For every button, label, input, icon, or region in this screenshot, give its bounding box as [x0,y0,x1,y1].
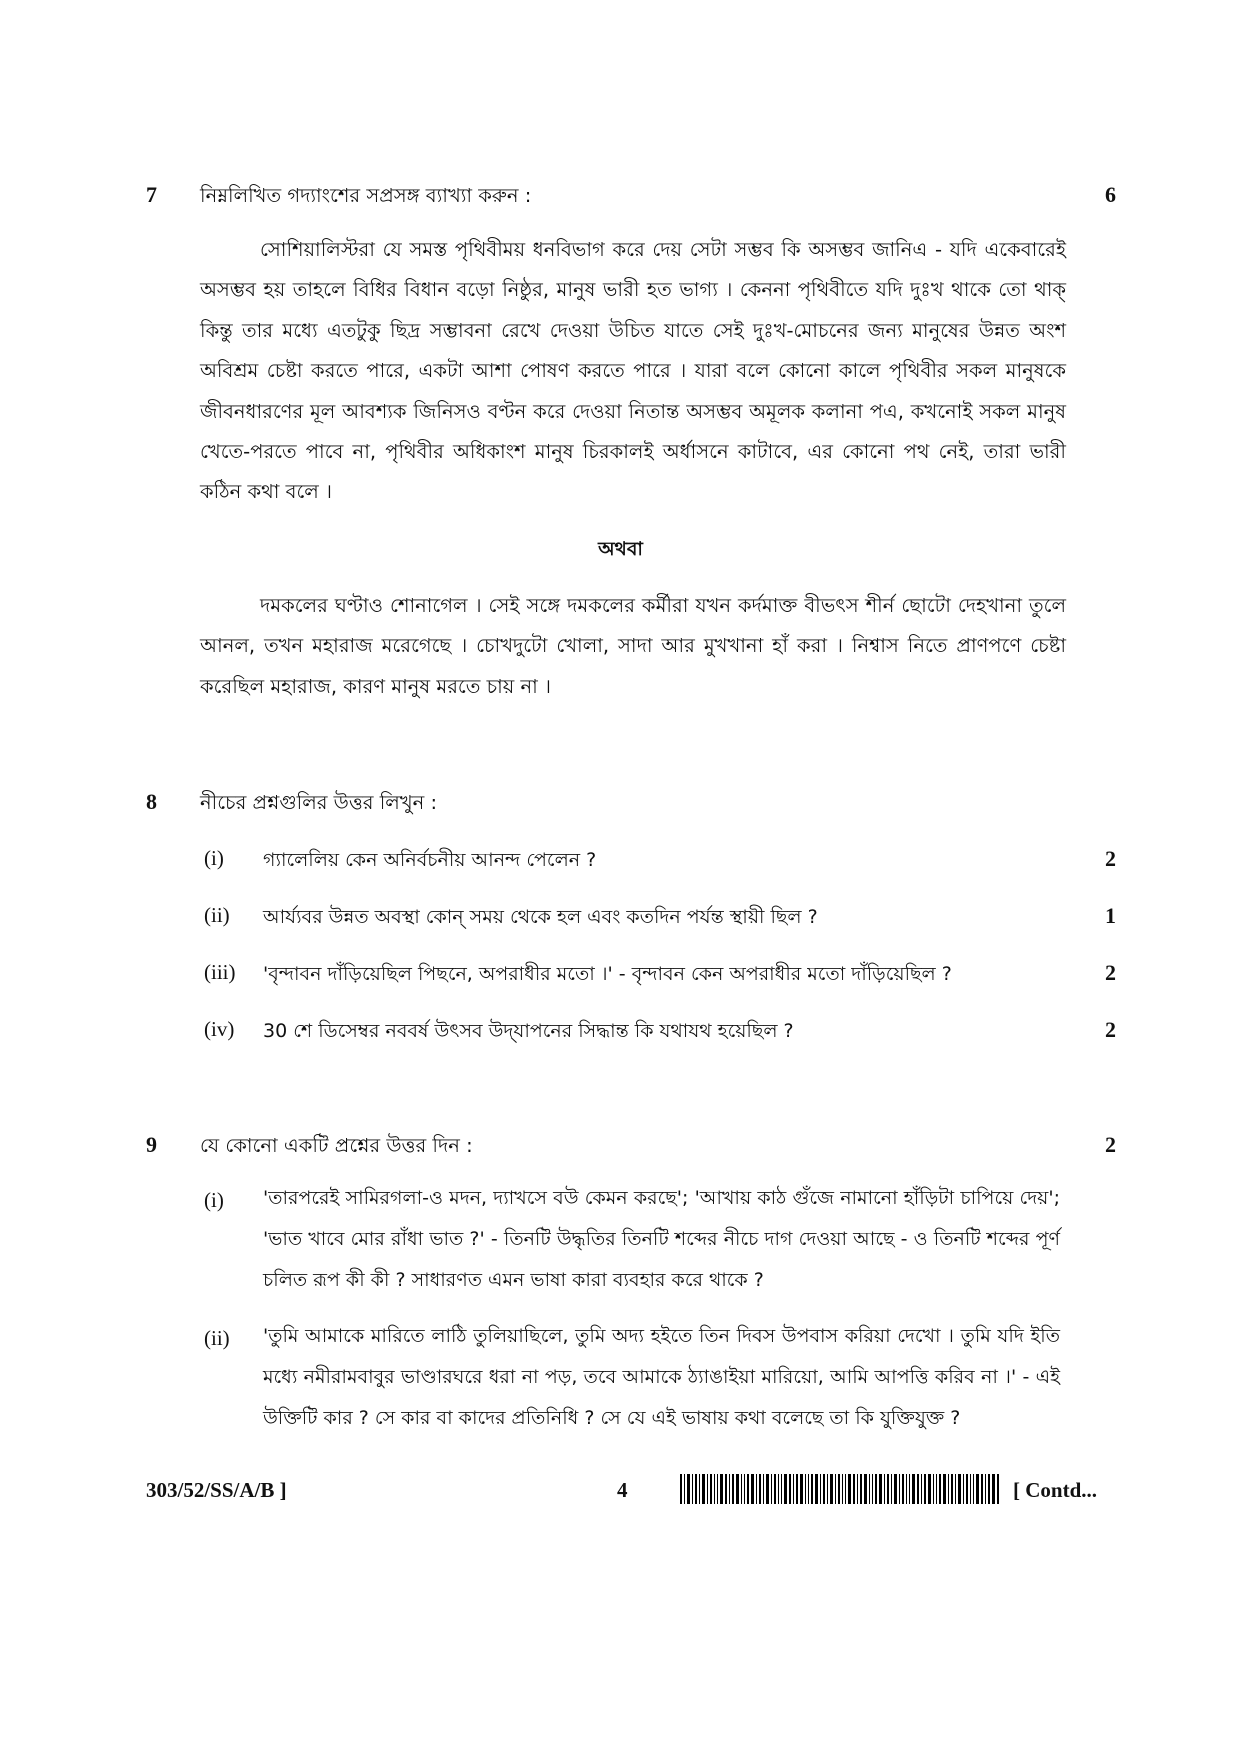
question-7-passage-2: দমকলের ঘণ্টাও শোনাগেল । সেই সঙ্গে দমকলের কর্মীরা যখন কর্দমাক্ত বীভৎস শীর্ন ছোটো দেহখানা তুলে আনল, তখন মহারাজ মরেগেছে । চোখদুটো খোলা, সাদা আর মুখখানা হাঁ করা । নিশ্বাস নিতে প্রাণপণে চেষ্টা করেছিল মহারাজ, কারণ মানুষ মরতে চায় না । [200,594,1066,698]
question-8-item-marks: 2 [1105,846,1116,871]
question-8-item-marks: 2 [1105,1017,1116,1042]
question-9-item-text: 'তুমি আমাকে মারিতে লাঠি তুলিয়াছিলে, তুমি অদ্য হইতে তিন দিবস উপবাস করিয়া দেখো । তুমি যদি ইতি মধ্যে নমীরামবাবুর ভাণ্ডারঘরে ধরা না পড়, তবে আমাকে ঠ্যাঙাইয়া মারিয়ো, আমি আপত্তি করিব না ।' - এই উক্তিটি কার ? সে কার বা কাদের প্রতিনিধি ? সে যে এই ভাষায় কথা বলেছে তা কি যুক্তিযুক্ত ? [263,1325,1060,1429]
or-label: অথবা [598,538,643,560]
question-7-text: নিম্নলিখিত গদ্যাংশের সপ্রসঙ্গ ব্যাখ্যা করুন : [200,184,532,207]
question-8-item-text: 'বৃন্দাবন দাঁড়িয়েছিল পিছনে, অপরাধীর মতো ।' - বৃন্দাবন কেন অপরাধীর মতো দাঁড়িয়েছিল ? [263,963,952,985]
question-8-item-number: (iv) [204,1017,235,1041]
question-7-passage-1: সোশিয়ালিস্টরা যে সমস্ত পৃথিবীময় ধনবিভাগ করে দেয় সেটা সম্ভব কি অসম্ভব জানিএ - যদি একেবারেই অসম্ভব হয় তাহলে বিধির বিধান বড়ো নিষ্ঠুর, মানুষ ভারী হত ভাগ্য । কেননা পৃথিবীতে যদি দুঃখ থাকে তো থাক্ কিন্তু তার মধ্যে এতটুকু ছিদ্র সম্ভাবনা রেখে দেওয়া উচিত যাতে সেই দুঃখ-মোচনের জন্য মানুষের উন্নত অংশ অবিশ্রম চেষ্টা করতে পারে, একটা আশা পোষণ করতে পারে । যারা বলে কোনো কালে পৃথিবীর সকল মানুষকে জীবনধারণের মূল আবশ্যক জিনিসও বণ্টন করে দেওয়া নিতান্ত অসম্ভব অমূলক কলানা পএ, কখনোই সকল মানুষ খেতে-পরতে পাবে না, পৃথিবীর অধিকাংশ মানুষ চিরকালই অর্ধাসনে কাটাবে, এর কোনো পথ নেই, তারা ভারী কঠিন কথা বলে । [200,238,1066,504]
question-8-item-marks: 1 [1105,903,1116,928]
question-9-item-number: (i) [204,1188,224,1212]
barcode [680,1474,1000,1504]
question-8-item-number: (ii) [204,903,230,927]
question-8-item-text: গ্যালেলিয় কেন অনির্বচনীয় আনন্দ পেলেন ? [263,849,597,871]
question-8-item-text: আর্য্যবর উন্নত অবস্থা কোন্ সময় থেকে হল এবং কতদিন পর্যন্ত স্থায়ী ছিল ? [263,906,818,928]
question-9-item-number: (ii) [204,1326,230,1350]
question-7-number: 7 [146,182,157,207]
continued-label: [ Contd... [1013,1478,1098,1502]
question-8-item-number: (i) [204,846,224,870]
paper-code: 303/52/SS/A/B ] [146,1478,287,1502]
question-8-item-number: (iii) [204,960,236,984]
question-7-marks: 6 [1105,182,1116,207]
question-9-marks: 2 [1105,1132,1116,1157]
question-8-item-marks: 2 [1105,960,1116,985]
question-8-text: নীচের প্রশ্নগুলির উত্তর লিখুন : [200,791,438,814]
page-number: 4 [617,1478,628,1502]
question-9-text: যে কোনো একটি প্রশ্নের উত্তর দিন : [200,1134,473,1157]
question-9-item-text: 'তারপরেই সামিরগলা-ও মদন, দ্যাখসে বউ কেমন করছে'; 'আখায় কাঠ গুঁজে নামানো হাঁড়িটা চাপিয়ে দেয়'; 'ভাত খাবে মোর রাঁধা ভাত ?' - তিনটি উদ্ধৃতির তিনটি শব্দের নীচে দাগ দেওয়া আছে - ও তিনটি শব্দের পূর্ণ চলিত রূপ কী কী ? সাধারণত এমন ভাষা কারা ব্যবহার করে থাকে ? [263,1187,1060,1291]
question-8-number: 8 [146,789,157,814]
question-8-item-text: 30 শে ডিসেম্বর নববর্ষ উৎসব উদ্‌যাপনের সিদ্ধান্ত কি যথাযথ হয়েছিল ? [263,1020,794,1042]
question-9-number: 9 [146,1132,157,1157]
